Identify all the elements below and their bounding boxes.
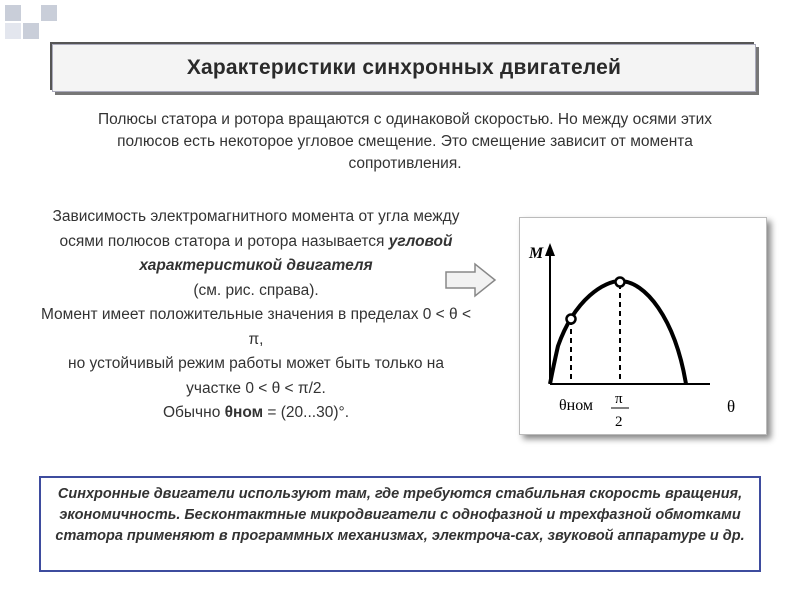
y-axis-arrow — [545, 243, 555, 256]
y-axis-label: M — [529, 245, 544, 262]
text-line5-suffix: = (20...30)°. — [263, 404, 350, 421]
usage-note-text: Синхронные двигатели используют там, где требуются стабильная скорость вращения, экономичность. Бесконтактные микродвигатели с однофазной и трехфазной обмотками статора применяют в программных механизмах, электроча-сах, звуковой аппаратуре и др. — [55, 486, 745, 544]
angular-characteristic-diagram — [520, 218, 766, 434]
characteristic-figure — [519, 217, 767, 435]
usage-note-box — [39, 476, 761, 572]
text-line4: но устойчивый режим работы может быть только на участке 0 < θ < π/2. — [68, 355, 444, 397]
text-part2: (см. рис. справа). — [193, 281, 319, 299]
emphasis-term: угловой характеристикой двигателя — [139, 232, 453, 274]
nominal-point — [567, 315, 576, 324]
text-part1: Зависимость электромагнитного момента от угла между осями полюсов статора и ротора называется — [52, 208, 460, 250]
title-banner — [52, 44, 756, 92]
text-line5-prefix: Обычно — [162, 404, 225, 421]
text-line3: Момент имеет положительные значения в пределах 0 < θ < π, — [40, 306, 472, 348]
intro-paragraph: Полюсы статора и ротора вращаются с одинаковой скоростью. Но между осями этих полюсов есть некоторое угловое смещение. Это смещение зависит от момента сопротивления. — [97, 111, 713, 172]
max-point — [616, 278, 625, 287]
x-axis-label: θ — [727, 397, 736, 416]
theta-nom-symbol: θном — [224, 404, 264, 421]
angular-characteristic-text — [40, 205, 472, 426]
decorative-squares — [0, 0, 70, 50]
theta-nom-label: θном — [559, 397, 594, 414]
right-arrow-icon — [445, 262, 497, 298]
page-title: Характеристики синхронных двигателей — [186, 56, 622, 79]
pi-label: π — [615, 391, 623, 407]
two-label: 2 — [615, 414, 623, 430]
